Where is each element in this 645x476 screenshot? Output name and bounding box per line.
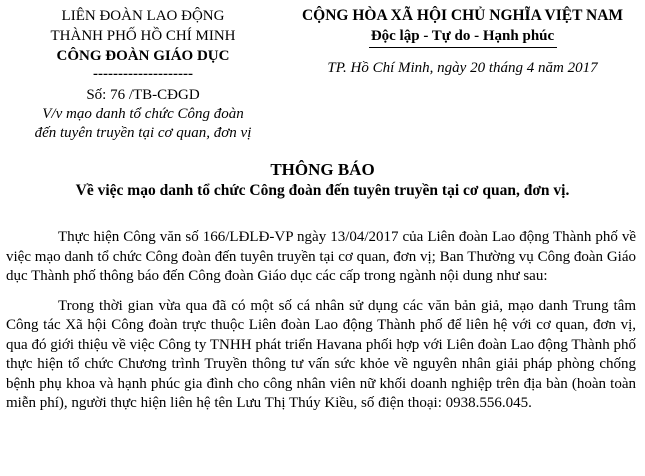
- document-title: THÔNG BÁO: [270, 160, 375, 179]
- document-subtitle: Về việc mạo danh tổ chức Công đoàn đến tuyên truyền tại cơ quan, đơn vị.: [75, 182, 570, 199]
- org-name-line1: LIÊN ĐOÀN LAO ĐỘNG: [61, 8, 225, 24]
- motto-underline: [369, 47, 557, 48]
- document-number: Số: 76 /TB-CĐGD: [86, 87, 200, 103]
- national-header-block: [285, 6, 640, 78]
- subject-line2: đến tuyên truyền tại cơ quan, đơn vị: [34, 125, 252, 141]
- national-motto: Độc lập - Tự do - Hạnh phúc: [370, 28, 555, 44]
- org-separator: --------------------: [93, 66, 193, 82]
- org-name-line3: CÔNG ĐOÀN GIÁO DỤC: [56, 48, 230, 64]
- org-name-line2: THÀNH PHỐ HỒ CHÍ MINH: [50, 28, 236, 44]
- issuing-organization-block: [8, 6, 278, 143]
- subject-line1: V/v mạo danh tổ chức Công đoàn: [42, 106, 244, 122]
- document-body: [6, 228, 636, 424]
- body-paragraph-1: Thực hiện Công văn số 166/LĐLĐ-VP ngày 13/04/2017 của Liên đoàn Lao động Thành phố về việc mạo danh tổ chức Công đoàn đến tuyên truyền tại cơ quan, đơn vị; Ban Thường vụ Công đoàn Giáo dục Thành phố thông báo đến Công đoàn Giáo dục các cấp trong ngành nội dung như sau:: [6, 229, 636, 284]
- nation-name: CỘNG HÒA XÃ HỘI CHỦ NGHĨA VIỆT NAM: [301, 7, 624, 24]
- document-date: TP. Hồ Chí Minh, ngày 20 tháng 4 năm 2017: [327, 60, 598, 76]
- body-paragraph-2: Trong thời gian vừa qua đã có một số cá nhân sử dụng các văn bản giả, mạo danh Trung tâm Công tác Xã hội Công đoàn trực thuộc Liên đoàn Lao động Thành phố để liên hệ với cơ quan, đơn vị, qua đó giới thiệu về việc Công ty TNHH phát triển Havana phối hợp với Liên đoàn Lao động Thành phố thực hiện tổ chức Chương trình Truyền thông tư vấn sức khỏe về nguyên nhân giải pháp phòng chống bệnh phụ khoa và hạnh phúc gia đình cho công nhân viên nữ khối doanh nghiệp trên địa bàn (hoàn toàn miễn phí), người thực hiện liên hệ tên Lưu Thị Thúy Kiều, số điện thoại: 0938.556.045.: [6, 297, 636, 411]
